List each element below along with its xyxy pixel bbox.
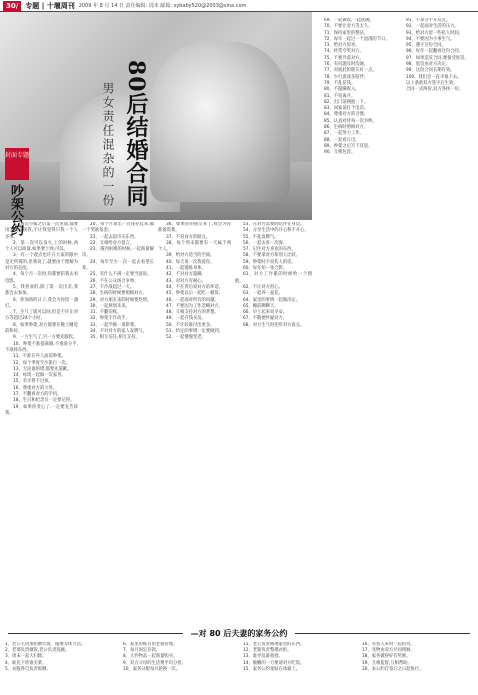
paragraph: 56、一起去看一次海。	[243, 240, 288, 246]
paragraph: 77、对彼此的朋友好一点。	[324, 68, 377, 74]
paragraph: 59、吵架时不说伤人的话。	[243, 259, 296, 265]
paragraph: 14、偷懒的一方要请对方吃饭。	[243, 660, 305, 666]
paragraph: 9、一方生气了,另一方要先服软。	[13, 335, 78, 341]
paragraph: 58、不要拿对方和别人比较。	[243, 253, 301, 259]
paragraph: 27、不冷战超过一天。	[90, 284, 135, 290]
paragraph: 5、衣服各自负责晾晒。	[5, 666, 51, 672]
paragraph: 29、对方朋友来的时候要热情。	[90, 297, 152, 303]
paragraph: 63、一起养一盆花。	[243, 291, 283, 297]
article-column-4	[235, 222, 312, 627]
paragraph: 96、每年一起翻看这份合同。	[406, 49, 464, 55]
photo-figure-right	[150, 42, 290, 202]
paragraph: 12、老婆负责整理衣柜。	[243, 648, 292, 654]
paragraph: 90、互相包容。	[324, 150, 356, 156]
paragraph: 78、少打游戏多陪伴。	[324, 74, 369, 80]
paragraph: 15、有矛盾不过夜。	[13, 379, 53, 385]
paragraph: 95、遵守这份合同。	[406, 43, 446, 49]
paragraph: 64、家里的事情一起做决定。	[243, 297, 301, 303]
section-name: 专题 | 十堰周刊	[25, 1, 75, 10]
paragraph: 65、睡前聊聊天。	[243, 303, 279, 309]
paragraph: 36、如果你的朋友来了,我会为你准备饭菜。	[158, 222, 231, 234]
paragraph: 4、每个月一次时,你都要陪我去看电影。	[5, 272, 78, 284]
paragraph: 67、不随便怀疑对方。	[243, 316, 288, 322]
paragraph: 76、有问题及时沟通。	[324, 62, 369, 68]
paragraph: 1、老公主动承担倒垃圾、拖地等体力活。	[5, 642, 86, 647]
paragraph: 合同一式两份,双方各执一份。	[406, 87, 464, 93]
paragraph: 20、本公约自签订之日起执行。	[362, 666, 424, 672]
paragraph: 18、生日和纪念日一定要记得。	[13, 398, 75, 404]
page-number: 30/	[3, 1, 21, 11]
paragraph: 92、一起面对生活的压力。	[406, 24, 459, 30]
paragraph: 25、有什么不满一定要当面说。	[90, 272, 152, 278]
paragraph: 69、一起做饭,一起洗碗。	[324, 18, 374, 23]
paragraph: 91、不拿分手开玩笑。	[406, 18, 451, 23]
feature-subtitle: 男女责任混杂的一份	[101, 82, 115, 208]
paragraph: 85、认真对待每一次争吵。	[324, 118, 377, 124]
paragraph: 74、经常夸奖对方。	[324, 49, 364, 55]
paragraph: 44、不在背后说对方的坏话。	[166, 284, 224, 290]
paragraph: 7、每月固定存款。	[123, 648, 161, 654]
paragraph: 41、一起锻炼身体。	[166, 266, 206, 272]
bottom-column-1	[5, 642, 115, 693]
paragraph: 39、给对方适当的空间。	[166, 253, 215, 259]
feature-title: 80后结婚合同	[123, 60, 149, 208]
paragraph: 87、一起努力工作。	[324, 131, 364, 137]
paragraph: 30、一起规划未来。	[90, 303, 130, 309]
paragraph: 79、不乱花钱。	[324, 80, 356, 86]
header-info: 2009 年 8 月 14 日 责任编辑: 周末 邮箱: sybaby520@2003@sina.com	[78, 3, 247, 9]
paragraph: 13、无论谁的错,都要先道歉。	[13, 366, 72, 372]
paragraph: 98、惩罚由对方决定。	[406, 62, 451, 68]
paragraph: 34、不对对方的家人发脾气。	[90, 329, 148, 335]
paragraph: 6、家里的账目由老婆管理。	[123, 642, 178, 647]
paragraph: 2、老婆负责做饭,老公负责洗碗。	[5, 648, 70, 654]
paragraph: 83、回家前打个电话。	[324, 106, 369, 112]
paragraph: 97、如果违反合同,要接受惩罚。	[406, 55, 469, 61]
article-column-1	[5, 222, 78, 627]
paragraph: 3、有一个观点也许在大家的眼中是无所谓的,但我说了,就要由于理解为对方的态度。	[5, 253, 78, 272]
paragraph: 3、周末一起大扫除。	[5, 654, 47, 660]
band-line-left	[8, 633, 183, 634]
paragraph: 33、一起学做一道新菜。	[90, 322, 139, 328]
paragraph: 17、不翻看对方的手机。	[13, 392, 62, 398]
paragraph: 31、不翻旧账。	[90, 310, 122, 316]
paragraph: 60、每年拍一张合影。	[243, 266, 288, 272]
paragraph: 16、有客人来时一起招待。	[362, 642, 415, 647]
paragraph: 24、每年至少一次一起去看望长辈。	[82, 259, 154, 272]
paragraph: 23、遇到困难的时候,一起商量解决。	[82, 247, 154, 259]
paragraph: 43、对对方有耐心。	[166, 278, 206, 284]
paragraph: 18、家务做得好有奖励。	[362, 654, 411, 660]
paragraph: 88、一起看日出。	[324, 137, 360, 143]
paragraph: 17、宠物由双方共同照顾。	[362, 648, 415, 654]
paragraph: 21、一起去超市买东西。	[90, 234, 139, 240]
paragraph: 32、吵架不许动手。	[90, 316, 130, 322]
paragraph: 8、大件物品一起商量购买。	[123, 654, 178, 660]
paragraph: 9、双方父母的生活费平均分担。	[123, 660, 186, 666]
paragraph: 81、不说离开。	[324, 93, 356, 99]
paragraph: 38、每个周末都要有一天属于两个人。	[158, 240, 231, 253]
article-column-3	[158, 222, 231, 627]
paragraph: 93、给对方留一些私人时间。	[406, 30, 464, 36]
paragraph: 46、一起面对所有的问题。	[166, 297, 219, 303]
paragraph: 12、每个季度至少旅行一次。	[13, 360, 71, 366]
paragraph: 15、家务公约张贴在冰箱上。	[243, 666, 301, 672]
paragraph: 80、不隐瞒收入。	[324, 87, 360, 93]
paragraph: 53、在对方需要时陪伴在身边。	[243, 222, 305, 227]
paragraph: 89、吵架之后写下反思。	[324, 143, 373, 149]
paragraph: 49、一起存钱买房。	[166, 316, 206, 322]
paragraph: 48、互相支持对方的梦想。	[166, 310, 219, 316]
bottom-column-3	[243, 642, 353, 693]
section-band	[0, 628, 478, 639]
paragraph: 37、不说对方的缺点。	[166, 234, 211, 240]
paragraph: 26、不在公众场合争吵。	[90, 278, 139, 284]
article-column-6	[398, 18, 474, 618]
paragraph: 82、出门前拥抱一下。	[324, 99, 369, 105]
band-title: —对 80 后夫妻的家务公约	[190, 629, 288, 638]
paragraph: 19、互相监督,互相帮助。	[362, 660, 412, 666]
paragraph: 47、不要因为工作忽略对方。	[166, 303, 224, 309]
paragraph: 22、互相给对方留言。	[90, 240, 135, 246]
paragraph: 100、我们会一直幸福下去。	[406, 74, 462, 80]
paragraph: 45、吵架以后一起吃一顿饭。	[166, 291, 224, 297]
paragraph: 16、尊重对方的父母。	[13, 385, 58, 391]
article-column-5	[316, 18, 394, 618]
paragraph: 14、每周一起做一次家务。	[13, 373, 66, 379]
paragraph: 86、生病时照顾对方。	[324, 125, 369, 131]
paragraph: 71、保持家里的整洁。	[324, 30, 369, 36]
column-name: 吵架公约	[8, 184, 23, 236]
paragraph: 40、每天说一次我爱你。	[166, 259, 215, 265]
paragraph: 72、每年一起过一个浪漫的节日。	[324, 36, 390, 42]
paragraph: 50、不计较谁付出更多。	[166, 322, 215, 328]
paragraph: 20、每个月拿出一点钱存起来,做一个奖励基金。	[82, 222, 154, 234]
paragraph: 28、生病的时候要照顾对方。	[90, 291, 148, 297]
paragraph: 94、不要因为小事生气。	[406, 36, 455, 42]
paragraph: 13、谁弄乱谁收拾。	[243, 654, 283, 660]
paragraph: 10、家务分配每月轮换一次。	[123, 666, 181, 672]
paragraph: 35、相互信任,相互支持。	[90, 335, 140, 341]
paragraph: 19、如果你变心了,一定要先告诉我。	[5, 404, 78, 416]
paragraph: 61、对方工作累的时候给一个拥抱。	[235, 272, 312, 284]
paragraph: 54、分享生活中的开心和不开心。	[243, 228, 309, 234]
paragraph: 7、生气了就可以回,但是不许让对方等超过24个小时。	[5, 310, 78, 322]
paragraph: 62、不让对方担心。	[243, 284, 283, 290]
paragraph: 1、每次小妹之后第一次见面,都要用笑容迎接我,不让我觉得只我一个人多事。	[5, 222, 78, 240]
paragraph: 57、记住对方喜欢的东西。	[243, 247, 296, 253]
paragraph: 5、我喜欢的,除了第一次出差,我都会去参加。	[5, 284, 78, 297]
paragraph: 99、这份合同长期有效。	[406, 68, 455, 74]
paragraph: 4、谁先下班谁买菜。	[5, 660, 47, 666]
paragraph: 10、吵架不准提离婚,不准说分手,不准摔东西。	[5, 341, 78, 353]
bottom-column-4	[362, 642, 473, 693]
cover-tag: 封面专题	[5, 148, 29, 180]
paragraph: 11、不准在外人面前吵架。	[13, 354, 66, 360]
paragraph: 73、给对方惊喜。	[324, 43, 360, 49]
paragraph: 75、不要冷落对方。	[324, 55, 364, 61]
paragraph: 70、不要让对方等太久。	[324, 24, 373, 30]
paragraph: 8、如果吵架,双方都要在晚上睡觉前和好。	[5, 322, 78, 335]
page-header	[0, 0, 478, 11]
feature-title-block	[92, 60, 152, 220]
paragraph: 66、早上起来说早安。	[243, 310, 288, 316]
cover-photo	[0, 12, 312, 220]
paragraph: 55、不乱发脾气。	[243, 234, 279, 240]
bottom-column-2	[123, 642, 233, 693]
paragraph: 2、第一次可以发火,上的时候,两个人可以商量,如果要上网,可以。	[5, 240, 78, 253]
paragraph: 51、约定的事情一定要做到。	[166, 329, 224, 335]
paragraph: 84、尊重对方的习惯。	[324, 112, 369, 118]
paragraph: 42、不对对方隐瞒。	[166, 272, 206, 278]
band-line-right	[295, 633, 470, 634]
paragraph: 52、一起慢慢变老。	[166, 335, 206, 341]
article-column-2	[82, 222, 154, 627]
paragraph: 11、老公负责修理家里的东西。	[243, 642, 305, 647]
paragraph: 68、对方生气时先听对方说完。	[243, 322, 305, 328]
paragraph: 6、你加班的日子,我会为你留一盏灯。	[5, 297, 78, 309]
paragraph: 以上条款双方签字后生效。	[406, 80, 458, 86]
